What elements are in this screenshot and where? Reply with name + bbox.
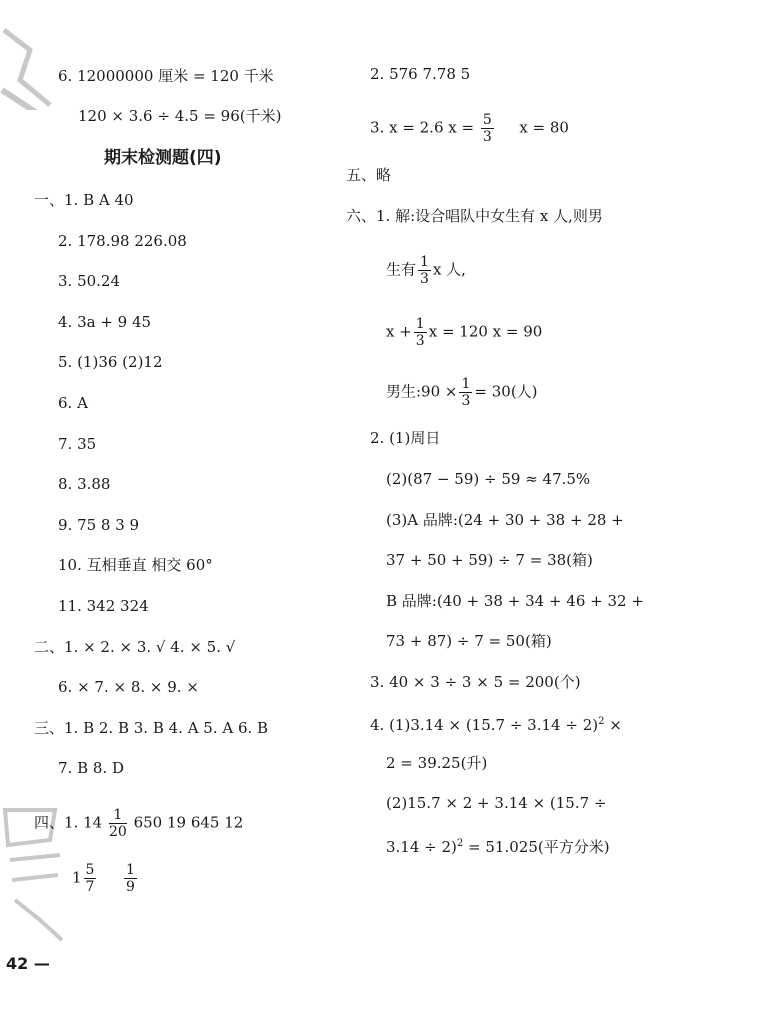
- section6-item4d: [386, 834, 610, 857]
- superscript: 2: [598, 716, 605, 727]
- fraction-5-3: [481, 112, 494, 145]
- frac-num: 1: [420, 254, 429, 270]
- section4-line1: [34, 807, 243, 840]
- frac-den: 3: [415, 333, 425, 349]
- section6-item2d: 37 + 50 + 59) ÷ 7 = 38(箱): [386, 551, 593, 569]
- section1-item3: 3. 50.24: [58, 272, 121, 290]
- right-item2: 2. 576 7.78 5: [370, 65, 471, 83]
- frac-den: 9: [126, 879, 135, 895]
- left-line-6b: 120 × 3.6 ÷ 4.5 = 96(千米): [78, 107, 282, 125]
- section1-item5: 5. (1)36 (2)12: [58, 353, 163, 371]
- boys-prefix: 男生:90 ×: [386, 382, 458, 401]
- section1-item8: 8. 3.88: [58, 475, 111, 493]
- s61b-prefix: 生有: [386, 260, 417, 279]
- frac-num: 1: [461, 376, 471, 392]
- frac-den: 3: [482, 129, 492, 145]
- section2-line1: 二、1. × 2. × 3. √ 4. × 5. √: [34, 638, 236, 656]
- frac-num: 5: [85, 862, 95, 878]
- section-title: 期末检测题(四): [104, 148, 222, 168]
- section6-item2c: (3)A 品牌:(24 + 30 + 38 + 28 +: [386, 511, 624, 529]
- section6-equation: [386, 316, 542, 349]
- section6-item1b: [386, 254, 466, 287]
- section6-item4a: [370, 712, 622, 735]
- section1-item9: 9. 75 8 3 9: [58, 516, 140, 534]
- frac-den: 20: [108, 824, 127, 840]
- frac-num: 1: [415, 316, 425, 332]
- fraction-5-7: [84, 862, 97, 895]
- eq-suffix: x = 120 x = 90: [428, 322, 543, 341]
- section4-line2: [72, 862, 139, 895]
- section1-item6: 6. A: [58, 394, 88, 412]
- section6-item4b: 2 = 39.25(升): [386, 754, 488, 772]
- section2-line2: 6. × 7. × 8. × 9. ×: [58, 678, 199, 696]
- section4-prefix: 四、1. 14: [34, 813, 103, 832]
- section1-item7: 7. 35: [58, 435, 97, 453]
- eq-prefix: x +: [386, 322, 412, 341]
- section3-line1: 三、1. B 2. B 3. B 4. A 5. A 6. B: [34, 719, 269, 737]
- section6-item3: 3. 40 × 3 ÷ 3 × 5 = 200(个): [370, 673, 581, 691]
- section1-item1: 一、1. B A 40: [34, 191, 134, 209]
- section6-boys: [386, 376, 538, 409]
- frac-num: 1: [126, 862, 135, 878]
- left-line-6: 6. 12000000 厘米 = 120 千米: [58, 67, 274, 85]
- fraction-1-9: [124, 862, 137, 895]
- section4-rest: 650 19 645 12: [133, 813, 244, 832]
- s64d-suffix: = 51.025(平方分米): [463, 838, 610, 856]
- section1-item10: 10. 互相垂直 相交 60°: [58, 556, 213, 574]
- r3-suffix: x = 80: [519, 118, 569, 137]
- fraction-1-3: [459, 376, 472, 409]
- s64a-prefix: 4. (1)3.14 × (15.7 ÷ 3.14 ÷ 2): [370, 716, 599, 734]
- section5: 五、略: [346, 166, 392, 184]
- s64d-prefix: 3.14 ÷ 2): [386, 838, 457, 856]
- section1-item4: 4. 3a + 9 45: [58, 313, 152, 331]
- fraction-1-20: [109, 807, 127, 840]
- fraction-1-3: [418, 254, 431, 287]
- section1-item2: 2. 178.98 226.08: [58, 232, 187, 250]
- frac-den: 7: [85, 879, 95, 895]
- s61b-suffix: x 人,: [432, 260, 466, 279]
- section6-item4c: (2)15.7 × 2 + 3.14 × (15.7 ÷: [386, 794, 607, 812]
- r3-prefix: 3. x = 2.6 x =: [370, 118, 475, 137]
- section6-item2f: 73 + 87) ÷ 7 = 50(箱): [386, 632, 552, 650]
- section6-item2b: (2)(87 − 59) ÷ 59 ≈ 47.5%: [386, 470, 591, 488]
- section6-item2: 2. (1)周日: [370, 429, 441, 447]
- frac-den: 3: [420, 271, 429, 287]
- page-number: [6, 954, 50, 974]
- page-number-value: 42: [6, 954, 29, 973]
- section3-line2: 7. B 8. D: [58, 759, 124, 777]
- frac-den: 3: [461, 393, 471, 409]
- right-item3: [370, 112, 569, 145]
- section1-item11: 11. 342 324: [58, 597, 149, 615]
- fraction-1-3: [414, 316, 427, 349]
- mixed-whole: 1: [72, 868, 82, 887]
- section6-item2e: B 品牌:(40 + 38 + 34 + 46 + 32 +: [386, 592, 644, 610]
- page-dash: —: [33, 954, 50, 973]
- frac-num: 5: [482, 112, 492, 128]
- superscript: 2: [456, 838, 464, 849]
- section6-item1: 六、1. 解:设合唱队中女生有 x 人,则男: [346, 207, 603, 225]
- watermark-graphic-top: [0, 20, 60, 110]
- boys-suffix: = 30(人): [474, 382, 538, 401]
- s64a-suffix: ×: [604, 716, 622, 734]
- frac-num: 1: [109, 807, 127, 824]
